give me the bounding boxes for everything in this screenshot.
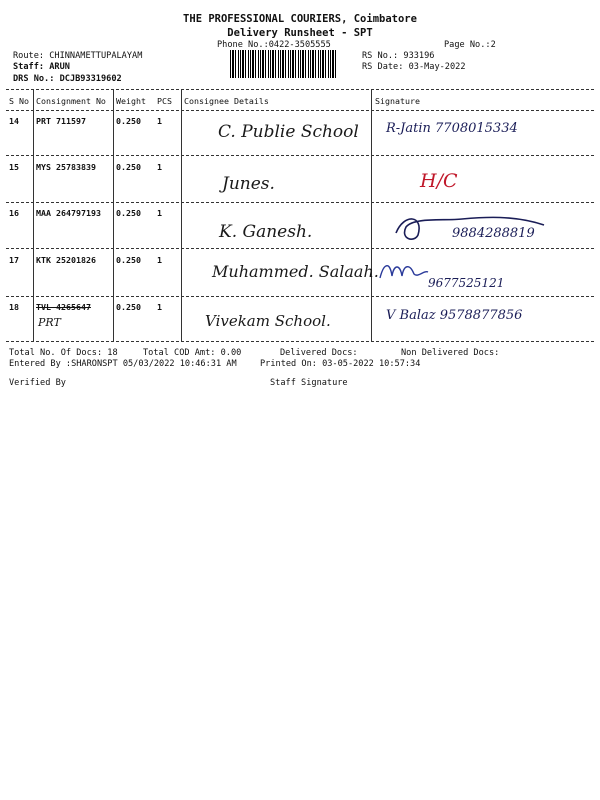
row-weight: 0.250 xyxy=(116,116,141,126)
column-header-consignment: Consignment No xyxy=(36,96,106,106)
rs-date-label: RS Date: xyxy=(362,62,404,72)
drs-label: DRS No.: xyxy=(13,74,55,84)
company-name: THE PROFESSIONAL COURIERS, Coimbatore xyxy=(183,13,417,25)
row-consignment: TVL 4265647 xyxy=(36,302,91,312)
row-signature: V Balaz 9578877856 xyxy=(386,308,523,323)
non-delivered-docs: Non Delivered Docs: xyxy=(401,348,500,358)
route-label: Route: xyxy=(13,51,45,61)
total-cod-amount: Total COD Amt: 0.00 xyxy=(143,348,242,358)
row-weight: 0.250 xyxy=(116,255,141,265)
column-header-sno: S No xyxy=(9,96,29,106)
row-consignee: Junes. xyxy=(222,174,275,194)
column-header-weight: Weight xyxy=(116,96,146,106)
document-title: Delivery Runsheet - SPT xyxy=(227,27,373,39)
row-pcs: 1 xyxy=(157,116,162,126)
staff-signature-label: Staff Signature xyxy=(270,378,348,388)
entered-by: Entered By :SHARONSPT 05/03/2022 10:46:31 AM xyxy=(9,359,237,369)
row-consignee: Vivekam School. xyxy=(205,312,331,330)
row-sno: 15 xyxy=(9,162,19,172)
column-separator xyxy=(33,90,34,341)
drs-value: DCJB93319602 xyxy=(59,74,122,84)
row-pcs: 1 xyxy=(157,162,162,172)
divider xyxy=(6,202,594,203)
signature-scribble xyxy=(374,256,434,288)
row-pcs: 1 xyxy=(157,255,162,265)
row-sno: 18 xyxy=(9,302,19,312)
rs-no-label: RS No.: xyxy=(362,51,399,61)
row-signature: 9884288819 xyxy=(452,226,535,241)
row-consignee: Muhammed. Salaah. xyxy=(212,262,379,281)
divider xyxy=(6,341,594,342)
divider xyxy=(6,248,594,249)
row-pcs: 1 xyxy=(157,208,162,218)
page-number: Page No.:2 xyxy=(444,40,496,50)
barcode xyxy=(230,50,338,78)
column-header-consignee: Consignee Details xyxy=(184,96,269,106)
row-consignee: K. Ganesh. xyxy=(219,222,313,242)
rs-date-line xyxy=(362,62,466,72)
rs-no-line xyxy=(362,51,434,61)
phone-number: Phone No.:0422-3505555 xyxy=(217,40,331,50)
row-weight: 0.250 xyxy=(116,162,141,172)
row-sno: 16 xyxy=(9,208,19,218)
row-signature: 9677525121 xyxy=(428,276,505,290)
rs-no-value: 933196 xyxy=(403,51,435,61)
row-signature: R-Jatin 7708015334 xyxy=(386,121,518,136)
divider xyxy=(6,155,594,156)
route-value: CHINNAMETTUPALAYAM xyxy=(49,51,143,61)
column-separator xyxy=(371,90,372,341)
row-sno: 17 xyxy=(9,255,19,265)
route-line xyxy=(13,51,142,61)
row-consignment: KTK 25201826 xyxy=(36,255,96,265)
row-consignee: C. Publie School xyxy=(218,122,359,142)
row-pcs: 1 xyxy=(157,302,162,312)
delivered-docs: Delivered Docs: xyxy=(280,348,358,358)
column-separator xyxy=(113,90,114,341)
row-sno: 14 xyxy=(9,116,19,126)
divider xyxy=(6,89,594,90)
row-signature: H/C xyxy=(420,170,458,192)
drs-line xyxy=(13,74,122,84)
row-consignment-note: PRT xyxy=(38,316,61,329)
divider xyxy=(6,110,594,111)
staff-value: ARUN xyxy=(49,62,70,72)
row-consignment: PRT 711597 xyxy=(36,116,86,126)
column-header-signature: Signature xyxy=(375,96,420,106)
row-consignment: MAA 264797193 xyxy=(36,208,101,218)
rs-date-value: 03-May-2022 xyxy=(408,62,466,72)
row-consignment: MYS 25783839 xyxy=(36,162,96,172)
staff-line xyxy=(13,62,70,72)
column-header-pcs: PCS xyxy=(157,96,172,106)
total-docs: Total No. Of Docs: 18 xyxy=(9,348,118,358)
staff-label: Staff: xyxy=(13,62,45,72)
column-separator xyxy=(181,90,182,341)
divider xyxy=(6,296,594,297)
printed-on: Printed On: 03-05-2022 10:57:34 xyxy=(260,359,421,369)
row-weight: 0.250 xyxy=(116,302,141,312)
row-weight: 0.250 xyxy=(116,208,141,218)
verified-by: Verified By xyxy=(9,378,66,388)
